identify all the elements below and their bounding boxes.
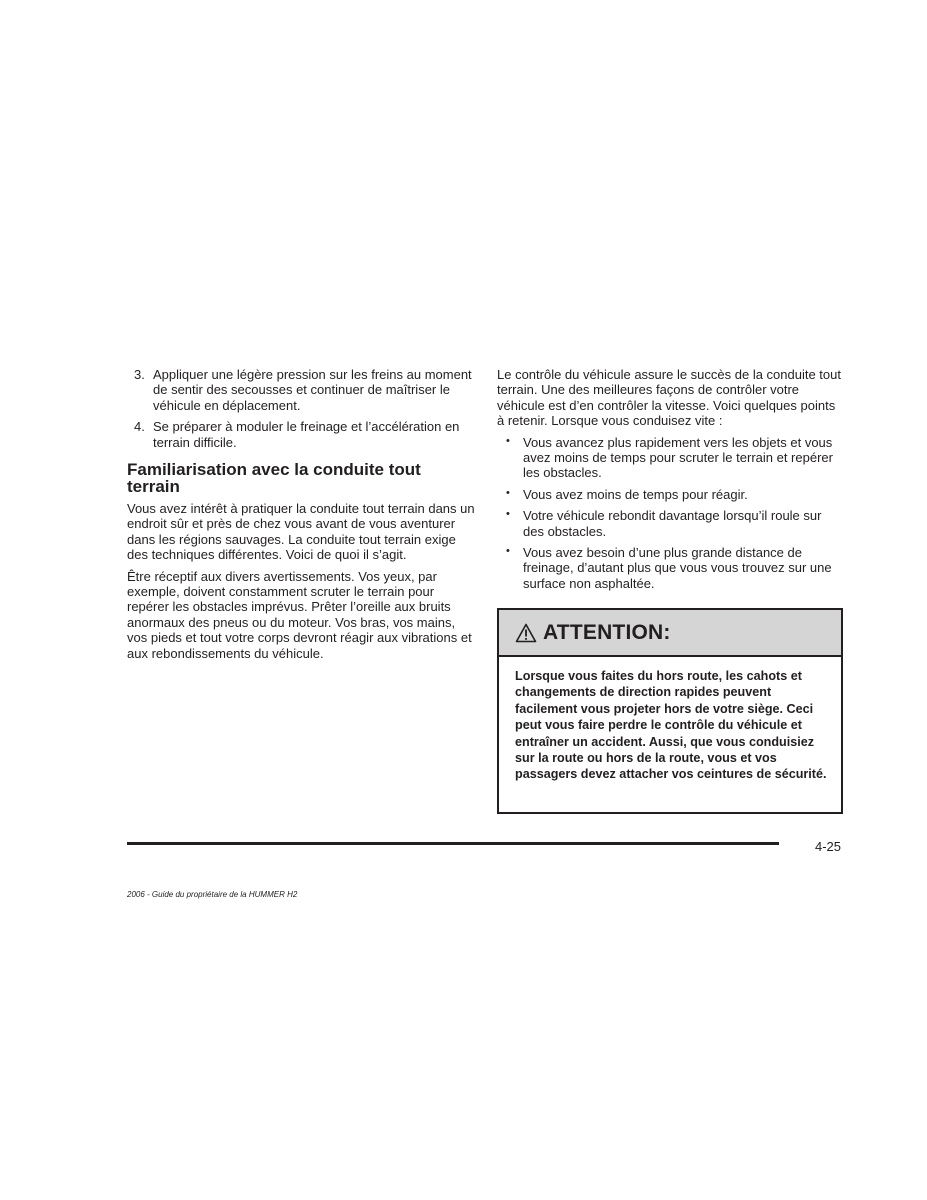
bullet-text: Vous avez besoin d’une plus grande distance de freinage, d’autant plus que vous vous trouvez sur une surface non asphaltée. [523,545,832,591]
page-rule [127,842,779,845]
bullet-icon: • [506,508,510,521]
bullet-list [497,435,842,592]
bullet-text: Votre véhicule rebondit davantage lorsqu’il roule sur des obstacles. [523,508,822,539]
paragraph: Être réceptif aux divers avertissements. Vos yeux, par exemple, doivent constamment scruter le terrain pour repérer les obstacles imprévus. Prêter l’oreille aux bruits anormaux des pneus ou du moteur. Vos bras, vos mains, vos pieds et tout votre corps devront réagir aux vibrations et aux rebondissements du véhicule. [127,568,472,661]
step-text: Appliquer une légère pression sur les freins au moment de sentir des secousses et continuer de maîtriser le véhicule en déplacement. [153,367,472,413]
step-number: 3. [134,367,145,382]
list-item [127,367,477,413]
footer-text: 2006 - Guide du propriétaire de la HUMMER H2 [127,890,298,899]
list-item [127,419,477,450]
attention-box [497,608,843,814]
section-heading: Familiarisation avec la conduite tout terrain [127,460,421,497]
list-item [497,435,842,481]
attention-body: Lorsque vous faites du hors route, les cahots et changements de direction rapides peuvent facilement vous projeter hors de votre siège. Ceci peut vous faire perdre le contrôle du véhicule et entraîner un accident. Aussi, que vous conduisiez sur la route ou hors de la route, vous et vos passagers devez attacher vos ceintures de sécurité. [515,669,827,782]
bullet-icon: • [506,486,510,499]
list-item [497,545,842,591]
list-item [497,487,842,502]
bullet-icon: • [506,434,510,447]
left-column [127,367,477,667]
paragraph: Vous avez intérêt à pratiquer la conduite tout terrain dans un endroit sûr et près de chez vous avant de vous aventurer dans les régions sauvages. La conduite tout terrain exige des techniques différentes. Voici de quoi il s’agit. [127,501,475,563]
steps-list [127,367,477,450]
right-column [497,367,842,597]
step-number: 4. [134,419,145,435]
list-item [497,508,842,539]
page-number: 4-25 [815,839,842,854]
attention-header [499,610,841,657]
warning-triangle-icon [515,623,537,643]
step-text: Se préparer à moduler le freinage et l’accélération en terrain difficile. [153,419,460,450]
bullet-text: Vous avez moins de temps pour réagir. [523,486,748,502]
attention-title: ATTENTION: [543,620,671,644]
intro-paragraph: Le contrôle du véhicule assure le succès de la conduite tout terrain. Une des meilleures façons de contrôler votre véhicule est d’en contrôler la vitesse. Voici quelques points à retenir. Lorsque vous conduisez vite : [497,367,841,429]
bullet-icon: • [506,545,510,558]
bullet-text: Vous avancez plus rapidement vers les objets et vous avez moins de temps pour scruter le terrain et repérer les obstacles. [523,434,833,481]
